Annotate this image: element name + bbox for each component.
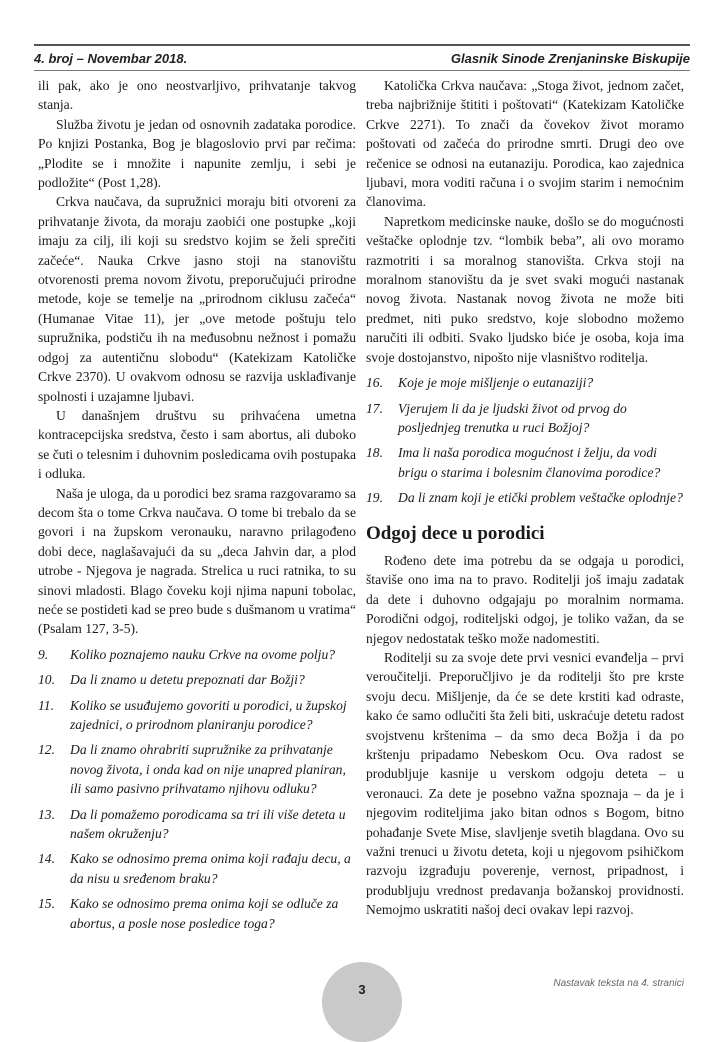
- question-item: [38, 805, 356, 844]
- issue-label: 4. broj – Novembar 2018.: [34, 51, 188, 66]
- section-heading: Odgoj dece u porodici: [366, 522, 545, 544]
- page-number: 3: [358, 982, 366, 997]
- question-number: 10.: [38, 672, 55, 688]
- question-number: 11.: [38, 697, 54, 713]
- page-number-badge: [322, 962, 402, 1042]
- question-text: Da li pomažemo porodicama sa tri ili više deteta u našem okruženju?: [70, 806, 346, 842]
- question-item: [38, 740, 356, 798]
- question-item: [366, 488, 684, 507]
- question-text: Da li znamo u detetu prepoznati dar Božji?: [70, 672, 305, 688]
- question-number: 19.: [366, 490, 383, 506]
- question-text: Ima li naša porodica mogućnost i želju, da vodi brigu o starima i bolesnim članovima porodice?: [398, 445, 661, 480]
- question-text: Da li znamo ohrabriti supružnike za prihvatanje novog života, i onda kad on nije unapred planiran, ili samo pasivno prihvatamo njihovu odluku?: [70, 742, 346, 797]
- paragraph: Naša je uloga, da u porodici bez srama razgovaramo sa decom šta o tome Crkva naučava. O tome bi trebalo da se govori i na župskom veronauku, naravno prilagođeno dobi dece, naglašavajući da su „deca Jahvin dar, a plod utrobe - Njegova je nagrada. Strelica u ruci ratnika, to su sinovi mladosti. Blago čoveku koji njima napuni tobolac, neće se postideti kad se preo bude s dušmanom u vratima“ (Psalam 127, 3-5).: [38, 485, 356, 637]
- question-item: [366, 373, 684, 392]
- question-number: 16.: [366, 375, 383, 391]
- paragraph: ili pak, ako je ono neostvarljivo, prihvatanje takvog stanja.: [38, 78, 356, 113]
- continuation-note: Nastavak teksta na 4. stranici: [553, 978, 684, 989]
- question-number: 15.: [38, 896, 55, 912]
- question-item: [366, 443, 684, 482]
- question-item: [38, 645, 356, 664]
- question-text: Koliko poznajemo nauku Crkve na ovome polju?: [70, 646, 336, 662]
- question-text: Koliko se usuđujemo govoriti u porodici, u župskoj zajednici, o prirodnom planiranju porodice?: [70, 697, 347, 732]
- paragraph: Katolička Crkva naučava: „Stoga život, jednom začet, treba najbrižnije štititi i poštovati“ (Katekizam Katoličke Crkve 2271). To znači da čovekov život moramo poštovati od začeća do prirodne smrti. Drugi deo ove rečenice se odnosi na eutanaziju. Porodica, kao zajednica ljubavi, mora voditi računa i o svojim starim i nemoćnim članovima.: [366, 78, 684, 210]
- question-text: Da li znam koji je etički problem veštačke oplodnje?: [398, 490, 683, 506]
- question-item: [366, 399, 684, 438]
- paragraph: Služba životu je jedan od osnovnih zadataka porodice. Po knjizi Postanka, Bog je blagoslovio prvi par rečima: „Plodite se i množite i napunite zemlju, i sebi je podložite“ (Post 1,28).: [38, 116, 356, 191]
- paragraph: Crkva naučava, da supružnici moraju biti otvoreni za prihvatanje života, da moraju zaobići one postupke „koji imaju za cilj, ili koji su sredstvo kojim se želi sprečiti začeće“. Nauka Crkve jasno stoji na stanovištu otvorenosti prema novom životu, preporučujući prirodne metode, koje se temelje na „prirodnom ciklusu začeća“ (Humanae Vitae 11), jer „ove metode poštuju telo supružnika, podstiču ih na međusobnu nežnost i pomažu odgoj za autentičnu slobodu“ (Katekizam Katoličke Crkve 2370). U ovakvom odnosu se razvija usklađivanje spolnosti i uzajamne ljubavi.: [38, 194, 356, 404]
- question-list: [38, 645, 356, 933]
- question-number: 18.: [366, 445, 383, 461]
- left-column: [38, 76, 356, 939]
- page-header: [34, 44, 690, 68]
- question-number: 13.: [38, 806, 55, 822]
- question-list: [366, 373, 684, 507]
- question-text: Koje je moje mišljenje o eutanaziji?: [398, 375, 594, 391]
- question-item: [38, 670, 356, 689]
- header-rule: [34, 70, 690, 71]
- paragraph: Napretkom medicinske nauke, došlo se do mogućnosti veštačke oplodnje tzv. “lombik beba”, ali ovo moramo razmotriti i sa moralnog stanovišta. Crkva stoji na moralnom stanovištu da je svet svaki mogući nastanak novog života. Nastanak novog života ne može biti predmet, niti puko sredstvo, koje slobodno možemo naručiti ili odbiti. Svako ljudsko biće je osoba, koja ima svoje dostojanstvo, nipošto nije vlasništvo roditelja.: [366, 213, 684, 365]
- question-number: 17.: [366, 400, 383, 416]
- paragraph: Rođeno dete ima potrebu da se odgaja u porodici, štaviše ono ima na to pravo. Roditelji još imaju zadatak da dete i duhovno odgajaju po moralnim normama. Porodični odgoj, roditeljski odgoj, je toliko važan, da se njegov nedostatak teško može nadomestiti.: [366, 552, 684, 646]
- question-item: [38, 849, 356, 888]
- paragraph: U današnjem društvu su prihvaćena umetna kontracepcijska sredstva, često i sam abortus, ali duboko se čuti o telesnim i duhovnim posledicama ovih postupaka i odluka.: [38, 407, 356, 482]
- question-number: 12.: [38, 742, 55, 758]
- paragraph: Roditelji su za svoje dete prvi vesnici evanđelja – prvi veroučitelji. Preporučljivo je da roditelji što pre krste svoju decu. Mišljenje, da će se dete krstiti kad odraste, kako će samo odlučiti šta želi biti, uskraćuje detetu radost svojstvenu krštenima – da smo deca Božja i da po krštenju pripadamo Nebeskom Ocu. Ova radost se produbljuje kasnije u verskom odgoju deteta – u veronauci. Za dete je posebno važna spoznaja – da je i njegovim roditeljima jako bitan odnos s Bogom, bitno pohađanje Svete Mise, slavljenje svetih blagdana. Ovo su važni trenuci u životu deteta, koji u njegovom psihičkom razvoju izgrađuju poverenje, vernost, pripadnost, i produbljuju vrednost predavanja božanskoj providnosti. Nemojmo uskratiti našoj deci ovakav lepi razvoj.: [366, 649, 684, 918]
- question-text: Vjerujem li da je ljudski život od prvog do posljednjeg trenutka u ruci Božjoj?: [398, 400, 627, 435]
- question-item: [38, 894, 356, 933]
- publication-title: Glasnik Sinode Zrenjaninske Biskupije: [450, 51, 690, 66]
- right-column: [366, 76, 684, 920]
- question-number: 14.: [38, 851, 55, 867]
- question-text: Kako se odnosimo prema onima koji se odluče za abortus, a posle nose posledice toga?: [70, 896, 339, 931]
- question-number: 9.: [38, 646, 49, 662]
- question-text: Kako se odnosimo prema onima koji rađaju decu, a da nisu u sređenom braku?: [70, 851, 351, 886]
- question-item: [38, 696, 356, 735]
